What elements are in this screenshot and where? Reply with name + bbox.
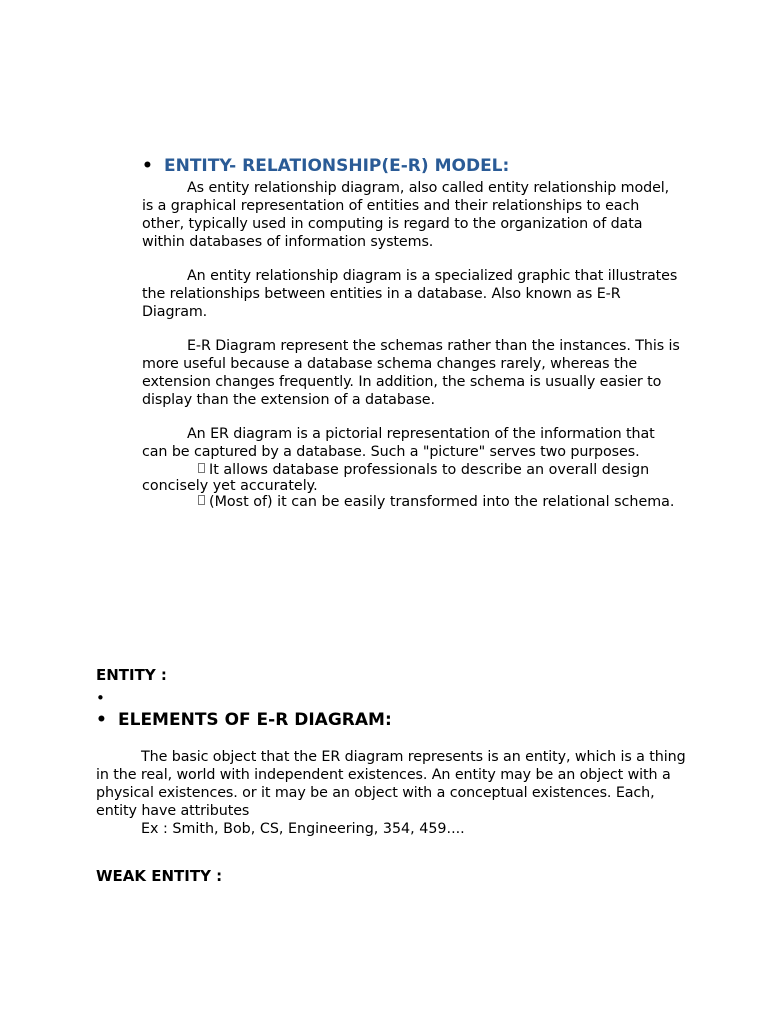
weak-entity-label: WEAK ENTITY :: [96, 867, 223, 885]
purpose-item: [142, 493, 682, 511]
heading-text: ELEMENTS OF E-R DIAGRAM:: [118, 710, 392, 730]
heading-text: ENTITY- RELATIONSHIP(E-R) MODEL:: [164, 156, 510, 176]
entity-section: [96, 665, 686, 886]
missing-glyph-icon: [198, 463, 205, 473]
entity-label: ENTITY :: [96, 666, 167, 684]
purpose-text: It allows database professionals to describe an overall design: [209, 462, 650, 478]
er-model-section: [142, 155, 682, 511]
empty-bullet: •: [96, 689, 105, 707]
paragraph-schemas: E-R Diagram represent the schemas rather than the instances. This is more useful because a database schema changes rarely, whereas the extension changes frequently. In addition, the schema is usually easier to display than the extension of a database.: [142, 338, 680, 408]
paragraph-definition: As entity relationship diagram, also called entity relationship model, is a graphical representation of entities and their relationships to each other, typically used in computing is regard to the organization of data within databases of information systems.: [142, 180, 670, 250]
paragraph-specialized-graphic: An entity relationship diagram is a specialized graphic that illustrates the relationships between entities in a database. Also known as E-R Diagram.: [142, 268, 678, 320]
bullet: •: [96, 710, 107, 730]
elements-heading: [96, 708, 686, 732]
section-heading: [142, 155, 682, 177]
bullet: •: [142, 156, 153, 176]
example-line: Ex : Smith, Bob, CS, Engineering, 354, 459....: [141, 821, 465, 837]
purpose-text: (Most of) it can be easily transformed into the relational schema.: [209, 494, 675, 510]
purpose-continuation: concisely yet accurately.: [142, 478, 318, 494]
paragraph-entity-definition: The basic object that the ER diagram represents is an entity, which is a thing in the real, world with independent existences. An entity may be an object with a physical existences. or it may be an object with a conceptual existences. Each, entity have attributes: [96, 749, 686, 819]
missing-glyph-icon: [198, 495, 205, 505]
paragraph-pictorial: An ER diagram is a pictorial representation of the information that can be captured by a database. Such a "picture" serves two purposes.: [142, 426, 655, 460]
